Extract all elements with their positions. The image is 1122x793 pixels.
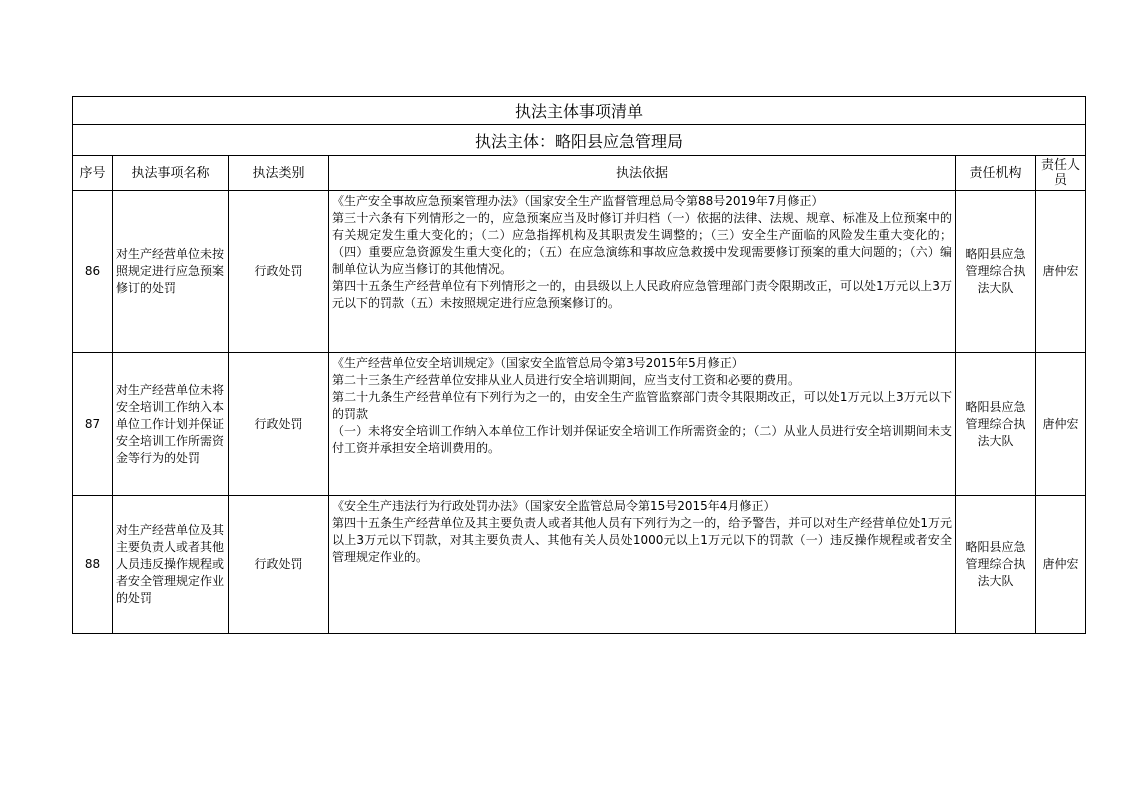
table-row — [73, 191, 1086, 353]
header-name: 执法事项名称 — [113, 156, 229, 191]
header-person: 责任人员 — [1036, 156, 1086, 191]
responsible-person: 唐仲宏 — [1036, 496, 1086, 634]
basis-paragraph: 第三十六条有下列情形之一的，应急预案应当及时修订并归档（一）依据的法律、法规、规章、标准及上位预案中的有关规定发生重大变化的；（二）应急指挥机构及其职责发生调整的；（三）安全生产面临的风险发生重大变化的；（四）重要应急资源发生重大变化的；（五）在应急演练和事故应急救援中发现需要修订预案的重大问题的；（六）编制单位认为应当修订的其他情况。 — [332, 211, 952, 276]
header-org: 责任机构 — [956, 156, 1036, 191]
table-row — [73, 496, 1086, 634]
basis-paragraph: 《生产经营单位安全培训规定》（国家安全监管总局令第3号2015年5月修正） — [332, 356, 744, 370]
responsible-org: 略阳县应急管理综合执法大队 — [956, 191, 1036, 353]
item-name: 对生产经营单位及其主要负责人或者其他人员违反操作规程或者安全管理规定作业的处罚 — [113, 496, 229, 634]
basis-paragraph: 第四十五条生产经营单位有下列情形之一的，由县级以上人民政府应急管理部门责令限期改正，可以处1万元以上3万元以下的罚款（五）未按照规定进行应急预案修订的。 — [332, 279, 952, 310]
table-row — [73, 353, 1086, 496]
enforcement-items-table — [72, 96, 1086, 634]
table-header-row — [73, 156, 1086, 191]
document-title: 执法主体事项清单 — [73, 97, 1086, 125]
responsible-org: 略阳县应急管理综合执法大队 — [956, 496, 1036, 634]
header-no: 序号 — [73, 156, 113, 191]
responsible-person: 唐仲宏 — [1036, 191, 1086, 353]
row-number: 86 — [73, 191, 113, 353]
item-category: 行政处罚 — [229, 353, 329, 496]
item-name: 对生产经营单位未将安全培训工作纳入本单位工作计划并保证安全培训工作所需资金等行为的处罚 — [113, 353, 229, 496]
basis-paragraph: 第二十九条生产经营单位有下列行为之一的，由安全生产监管监察部门责令其限期改正，可以处1万元以上3万元以下的罚款 — [332, 390, 952, 421]
responsible-org: 略阳县应急管理综合执法大队 — [956, 353, 1036, 496]
basis-paragraph: （一）未将安全培训工作纳入本单位工作计划并保证安全培训工作所需资金的；（二）从业人员进行安全培训期间未支付工资并承担安全培训费用的。 — [332, 424, 952, 455]
basis-paragraph: 第二十三条生产经营单位安排从业人员进行安全培训期间，应当支付工资和必要的费用。 — [332, 373, 801, 387]
basis-paragraph: 《生产安全事故应急预案管理办法》（国家安全生产监督管理总局令第88号2019年7月修正） — [332, 194, 824, 208]
header-basis: 执法依据 — [329, 156, 956, 191]
row-number: 88 — [73, 496, 113, 634]
basis-paragraph: 第四十五条生产经营单位及其主要负责人或者其他人员有下列行为之一的，给予警告，并可以对生产经营单位处1万元以上3万元以下罚款，对其主要负责人、其他有关人员处1000元以上1万元以下的罚款（一）违反操作规程或者安全管理规定作业的。 — [332, 516, 952, 564]
enforcement-subject: 执法主体：略阳县应急管理局 — [73, 125, 1086, 156]
basis-paragraph: 《安全生产违法行为行政处罚办法》（国家安全监管总局令第15号2015年4月修正） — [332, 499, 776, 513]
item-name: 对生产经营单位未按照规定进行应急预案修订的处罚 — [113, 191, 229, 353]
responsible-person: 唐仲宏 — [1036, 353, 1086, 496]
item-category: 行政处罚 — [229, 496, 329, 634]
legal-basis — [329, 191, 956, 353]
item-category: 行政处罚 — [229, 191, 329, 353]
header-category: 执法类别 — [229, 156, 329, 191]
legal-basis — [329, 496, 956, 634]
row-number: 87 — [73, 353, 113, 496]
legal-basis — [329, 353, 956, 496]
